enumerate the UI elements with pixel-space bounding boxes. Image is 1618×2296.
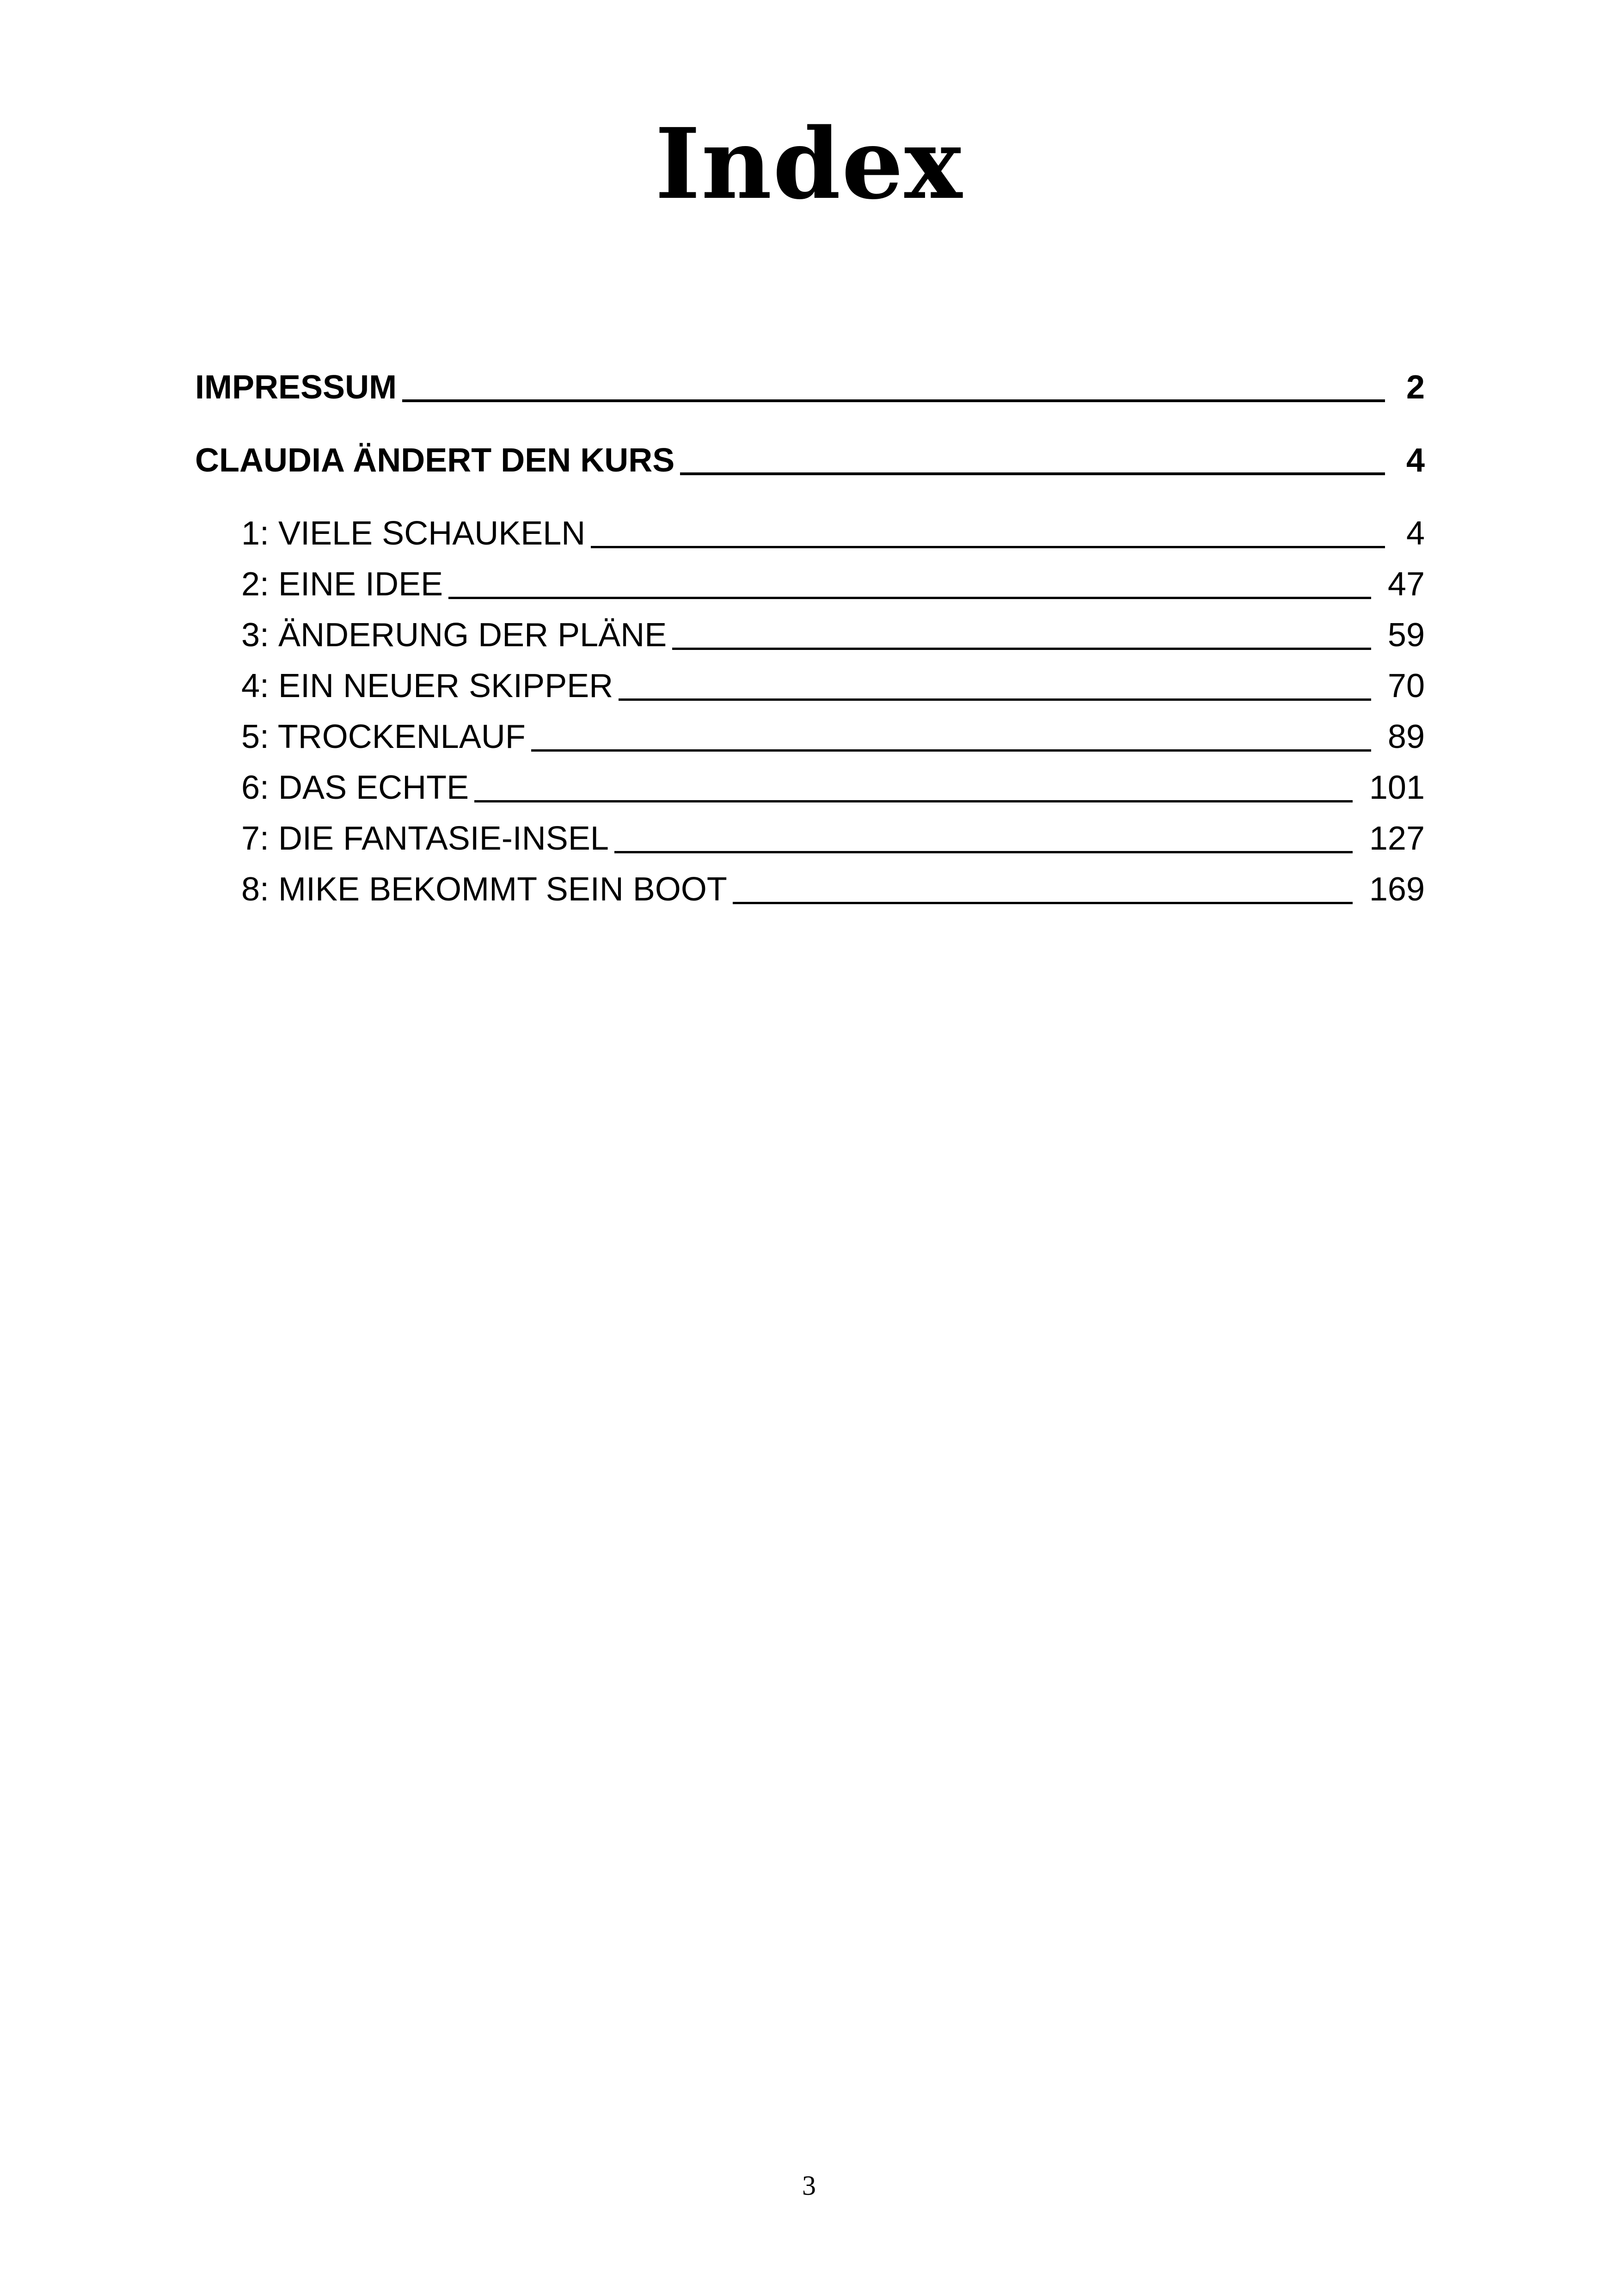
toc-entry-chapter-5[interactable] <box>241 710 1425 756</box>
page-title: Index <box>655 107 963 221</box>
toc-entry-page: 169 <box>1369 871 1425 908</box>
toc-entry-chapter-4[interactable] <box>241 659 1425 705</box>
toc-entry-page: 2 <box>1406 369 1425 406</box>
toc-entry-label: 1: VIELE SCHAUKELN <box>241 515 586 552</box>
toc-entry-page: 89 <box>1387 718 1425 755</box>
toc-entry-chapter-2[interactable] <box>241 557 1425 604</box>
page-number: 3 <box>802 2170 816 2201</box>
toc-entry-page: 101 <box>1369 769 1425 806</box>
toc-entry-chapter-1[interactable] <box>241 507 1425 553</box>
toc-entry-page: 59 <box>1387 617 1425 654</box>
toc-entry-chapter-8[interactable] <box>241 863 1425 909</box>
toc-entry-label: 4: EIN NEUER SKIPPER <box>241 667 613 704</box>
toc-leader-line <box>448 597 1371 599</box>
toc-entry-chapter-6[interactable] <box>241 761 1425 807</box>
toc-entry-page: 4 <box>1406 442 1425 479</box>
toc-entry-label: 3: ÄNDERUNG DER PLÄNE <box>241 617 667 654</box>
toc-entry-label: 6: DAS ECHTE <box>241 769 469 806</box>
toc-leader-line <box>531 749 1371 752</box>
toc-leader-line <box>619 698 1371 701</box>
toc-entry-label: 2: EINE IDEE <box>241 566 443 603</box>
toc-leader-line <box>591 546 1385 548</box>
toc-leader-line <box>402 399 1385 402</box>
toc-entry-claudia-aendert-den-kurs[interactable] <box>195 434 1425 480</box>
toc-entry-label: 8: MIKE BEKOMMT SEIN BOOT <box>241 871 727 908</box>
toc-entry-label: CLAUDIA ÄNDERT DEN KURS <box>195 442 675 479</box>
toc-entry-chapter-3[interactable] <box>241 608 1425 655</box>
toc-leader-line <box>672 648 1371 650</box>
toc-entry-page: 70 <box>1387 667 1425 704</box>
toc-entry-page: 4 <box>1406 515 1425 552</box>
toc-leader-line <box>680 472 1385 475</box>
toc-leader-line <box>474 800 1353 802</box>
toc-entry-page: 47 <box>1387 566 1425 603</box>
toc-entry-label: 5: TROCKENLAUF <box>241 718 526 755</box>
toc-leader-line <box>733 902 1353 904</box>
toc-entry-label: IMPRESSUM <box>195 369 397 406</box>
toc-entry-page: 127 <box>1369 820 1425 857</box>
toc-entry-label: 7: DIE FANTASIE-INSEL <box>241 820 609 857</box>
toc-entry-chapter-7[interactable] <box>241 812 1425 858</box>
toc-leader-line <box>614 851 1353 853</box>
toc-entry-impressum[interactable] <box>195 361 1425 407</box>
